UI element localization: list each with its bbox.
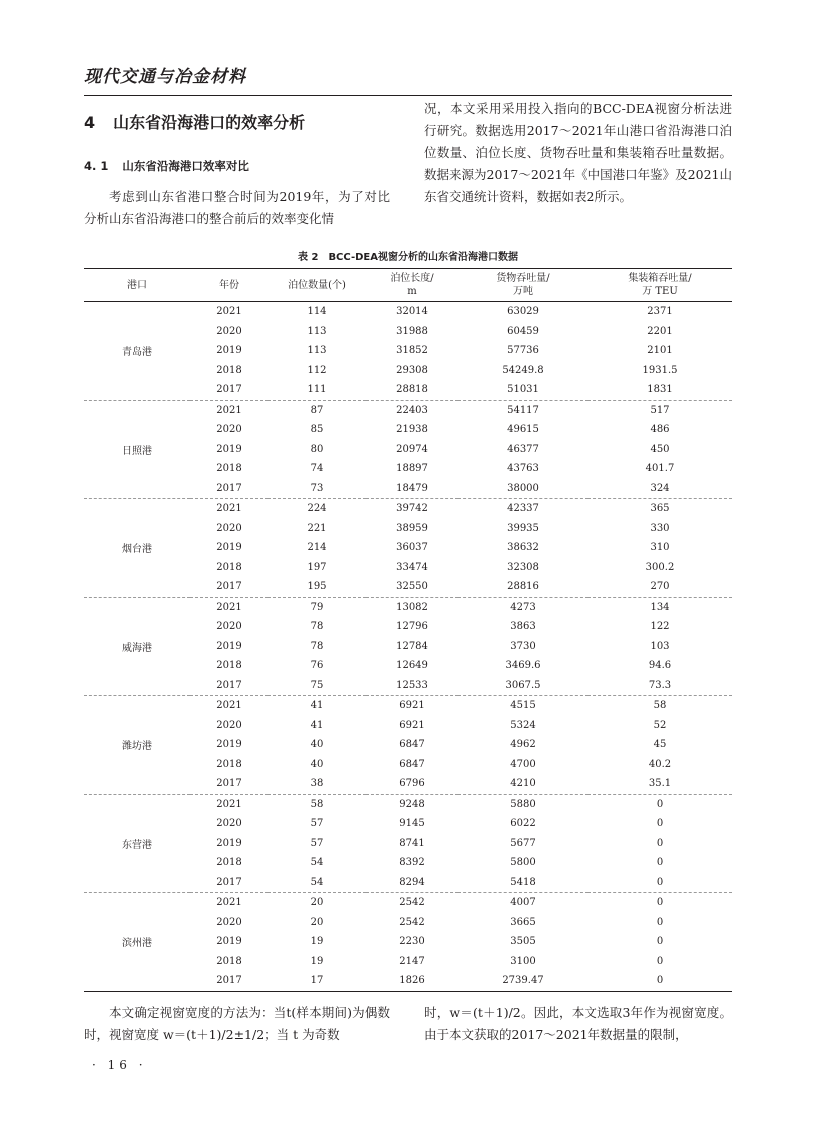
- port-name-cell: 日照港: [84, 400, 190, 499]
- cargo-cell: 60459: [507, 325, 539, 337]
- port-name-cell: 烟台港: [84, 499, 190, 598]
- container-cell: 0: [656, 955, 664, 967]
- berths-cell: 19: [310, 955, 324, 967]
- length-cell: 13082: [396, 601, 428, 613]
- length-cell: 28818: [366, 380, 458, 400]
- header-container: 集装箱吞吐量/ 万 TEU: [588, 269, 732, 302]
- year-cell: 2017: [190, 971, 268, 991]
- berths-cell: 19: [310, 936, 324, 948]
- year-cell: 2018: [216, 660, 242, 672]
- cargo-cell: 54117: [507, 404, 539, 416]
- length-cell: 12796: [396, 621, 428, 633]
- table-row: [84, 597, 732, 617]
- cargo-cell: 5880: [510, 798, 536, 810]
- table-header-row: [84, 269, 732, 302]
- container-cell: 40.2: [648, 758, 672, 770]
- year-cell: 2018: [216, 857, 242, 869]
- cargo-cell: 4210: [458, 774, 588, 794]
- berths-cell: 214: [307, 542, 327, 554]
- length-cell: 39742: [396, 503, 428, 515]
- port-name-cell: 威海港: [84, 597, 190, 696]
- year-cell: 2017: [190, 380, 268, 400]
- cargo-cell: 32308: [507, 561, 539, 573]
- berths-cell: 54: [268, 873, 366, 893]
- year-cell: 2017: [190, 577, 268, 597]
- berths-cell: 78: [310, 640, 324, 652]
- container-cell: 0: [656, 857, 664, 869]
- cargo-cell: 38000: [458, 479, 588, 499]
- length-cell: 12784: [396, 640, 428, 652]
- container-cell: 52: [653, 719, 667, 731]
- berths-cell: 112: [307, 364, 327, 376]
- container-cell: 94.6: [648, 660, 672, 672]
- container-cell: 58: [653, 700, 667, 712]
- berths-cell: 113: [307, 345, 327, 357]
- year-cell: 2021: [216, 404, 242, 416]
- year-cell: 2020: [216, 325, 242, 337]
- berths-cell: 224: [307, 503, 327, 515]
- year-cell: 2019: [216, 443, 242, 455]
- length-cell: 22403: [396, 404, 428, 416]
- length-cell: 38959: [396, 522, 428, 534]
- length-cell: 33474: [396, 561, 428, 573]
- paragraph-right-bottom: 时，w＝(t＋1)/2。因此，本文选取3年作为视窗宽度。由于本文获取的2017～2021年数据量的限制，: [424, 1005, 732, 1042]
- length-cell: 18897: [396, 463, 428, 475]
- container-cell: 401.7: [645, 463, 675, 475]
- container-cell: 134: [650, 601, 670, 613]
- berths-cell: 79: [310, 601, 324, 613]
- berths-cell: 57: [310, 818, 324, 830]
- year-cell: 2019: [216, 936, 242, 948]
- berths-cell: 221: [307, 522, 327, 534]
- cargo-cell: 46377: [507, 443, 539, 455]
- port-data-table: [84, 268, 732, 992]
- table-row: [84, 302, 732, 322]
- length-cell: 9248: [399, 798, 425, 810]
- cargo-cell: 4007: [510, 897, 536, 909]
- length-cell: 18479: [366, 479, 458, 499]
- berths-cell: 58: [310, 798, 324, 810]
- cargo-cell: 3100: [510, 955, 536, 967]
- container-cell: 2201: [647, 325, 673, 337]
- length-cell: 32550: [366, 577, 458, 597]
- length-cell: 6796: [366, 774, 458, 794]
- length-cell: 2230: [399, 936, 425, 948]
- year-cell: 2018: [216, 463, 242, 475]
- cargo-cell: 28816: [458, 577, 588, 597]
- port-name-cell: 东营港: [84, 794, 190, 893]
- length-cell: 2542: [399, 916, 425, 928]
- container-cell: 0: [656, 916, 664, 928]
- table-row: [84, 794, 732, 814]
- container-cell: 0: [656, 936, 664, 948]
- container-cell: 517: [650, 404, 670, 416]
- berths-cell: 111: [268, 380, 366, 400]
- table-row: [84, 696, 732, 716]
- page-number: · 16 ·: [92, 1058, 147, 1072]
- container-cell: 0: [588, 971, 732, 991]
- cargo-cell: 3730: [510, 640, 536, 652]
- year-cell: 2021: [216, 306, 242, 318]
- year-cell: 2018: [216, 364, 242, 376]
- berths-cell: 57: [310, 837, 324, 849]
- cargo-cell: 3863: [510, 621, 536, 633]
- table-row: [84, 499, 732, 519]
- berths-cell: 85: [310, 424, 324, 436]
- length-cell: 1826: [366, 971, 458, 991]
- paragraph-right-top: 况，本文采用采用投入指向的BCC-DEA视窗分析法进行研究。数据选用2017～2021年山港口省沿海港口泊位数量、泊位长度、货物吞吐量和集装箱吞吐量数据。数据来源为2017～2021年《中国港口年鉴》及2021山东省交通统计资料，数据如表2所示。: [424, 101, 732, 204]
- year-cell: 2021: [216, 503, 242, 515]
- length-cell: 8294: [366, 873, 458, 893]
- container-cell: 0: [656, 837, 664, 849]
- container-cell: 0: [656, 897, 664, 909]
- cargo-cell: 63029: [507, 306, 539, 318]
- berths-cell: 54: [310, 857, 324, 869]
- container-cell: 122: [650, 621, 670, 633]
- berths-cell: 40: [310, 758, 324, 770]
- cargo-cell: 54249.8: [502, 364, 544, 376]
- year-cell: 2019: [216, 640, 242, 652]
- year-cell: 2021: [216, 897, 242, 909]
- length-cell: 8741: [399, 837, 425, 849]
- container-cell: 330: [650, 522, 670, 534]
- length-cell: 2147: [399, 955, 425, 967]
- cargo-cell: 5324: [510, 719, 536, 731]
- cargo-cell: 51031: [458, 380, 588, 400]
- year-cell: 2019: [216, 542, 242, 554]
- left-column-bottom: [84, 1002, 390, 1046]
- year-cell: 2020: [216, 916, 242, 928]
- berths-cell: 17: [268, 971, 366, 991]
- cargo-cell: 49615: [507, 424, 539, 436]
- section-number: 4: [84, 113, 96, 132]
- subsection-number: 4. 1: [84, 159, 109, 173]
- header-rule: [84, 95, 732, 96]
- container-cell: 1931.5: [642, 364, 678, 376]
- container-cell: 365: [650, 503, 670, 515]
- container-cell: 270: [588, 577, 732, 597]
- table-row: [84, 400, 732, 420]
- berths-cell: 40: [310, 739, 324, 751]
- berths-cell: 75: [268, 676, 366, 696]
- berths-cell: 76: [310, 660, 324, 672]
- length-cell: 2542: [399, 897, 425, 909]
- cargo-cell: 6022: [510, 818, 536, 830]
- cargo-cell: 3067.5: [458, 676, 588, 696]
- table-caption: [0, 248, 816, 263]
- cargo-cell: 43763: [507, 463, 539, 475]
- header-port: 港口: [84, 269, 190, 302]
- berths-cell: 80: [310, 443, 324, 455]
- year-cell: 2020: [216, 621, 242, 633]
- container-cell: 2101: [647, 345, 673, 357]
- length-cell: 8392: [399, 857, 425, 869]
- right-column-bottom: [424, 1002, 732, 1046]
- container-cell: 1831: [588, 380, 732, 400]
- berths-cell: 195: [268, 577, 366, 597]
- port-name-cell: 滨州港: [84, 893, 190, 992]
- year-cell: 2017: [190, 676, 268, 696]
- year-cell: 2017: [190, 774, 268, 794]
- length-cell: 9145: [399, 818, 425, 830]
- berths-cell: 41: [310, 700, 324, 712]
- container-cell: 300.2: [645, 561, 675, 573]
- year-cell: 2021: [216, 798, 242, 810]
- berths-cell: 87: [310, 404, 324, 416]
- container-cell: 0: [656, 818, 664, 830]
- container-cell: 2371: [647, 306, 673, 318]
- year-cell: 2018: [216, 955, 242, 967]
- length-cell: 6921: [399, 700, 425, 712]
- berths-cell: 38: [268, 774, 366, 794]
- container-cell: 45: [653, 739, 667, 751]
- section-title: 山东省沿海港口的效率分析: [113, 113, 306, 132]
- cargo-cell: 2739.47: [458, 971, 588, 991]
- year-cell: 2020: [216, 719, 242, 731]
- cargo-cell: 4273: [510, 601, 536, 613]
- length-cell: 6847: [399, 739, 425, 751]
- subsection-title: 山东省沿海港口效率对比: [122, 159, 249, 173]
- year-cell: 2019: [216, 345, 242, 357]
- table-title: BCC-DEA视窗分析的山东省沿海港口数据: [328, 252, 518, 263]
- year-cell: 2020: [216, 522, 242, 534]
- length-cell: 36037: [396, 542, 428, 554]
- year-cell: 2018: [216, 561, 242, 573]
- subsection-heading: [84, 158, 249, 174]
- year-cell: 2019: [216, 739, 242, 751]
- container-cell: 450: [650, 443, 670, 455]
- length-cell: 31988: [396, 325, 428, 337]
- cargo-cell: 5800: [510, 857, 536, 869]
- container-cell: 35.1: [588, 774, 732, 794]
- berths-cell: 41: [310, 719, 324, 731]
- cargo-cell: 38632: [507, 542, 539, 554]
- container-cell: 310: [650, 542, 670, 554]
- left-column-top: [84, 186, 390, 230]
- length-cell: 6921: [399, 719, 425, 731]
- paragraph-left-bottom: 本文确定视窗宽度的方法为：当t(样本期间)为偶数时，视窗宽度 w＝(t＋1)/2±1/2；当 t 为奇数: [84, 1005, 390, 1042]
- berths-cell: 113: [307, 325, 327, 337]
- cargo-cell: 3469.6: [505, 660, 541, 672]
- cargo-cell: 57736: [507, 345, 539, 357]
- length-cell: 21938: [396, 424, 428, 436]
- table-row: [84, 893, 732, 913]
- year-cell: 2021: [216, 700, 242, 712]
- berths-cell: 78: [310, 621, 324, 633]
- container-cell: 324: [588, 479, 732, 499]
- cargo-cell: 4962: [510, 739, 536, 751]
- table-body: [84, 302, 732, 992]
- cargo-cell: 42337: [507, 503, 539, 515]
- berths-cell: 74: [310, 463, 324, 475]
- year-cell: 2020: [216, 424, 242, 436]
- cargo-cell: 4700: [510, 758, 536, 770]
- right-column-top: [424, 98, 732, 208]
- header-length: 泊位长度/ m: [366, 269, 458, 302]
- port-name-cell: 青岛港: [84, 302, 190, 401]
- length-cell: 32014: [396, 306, 428, 318]
- section-heading: [84, 110, 305, 133]
- berths-cell: 197: [307, 561, 327, 573]
- header-berths: 泊位数量(个): [268, 269, 366, 302]
- cargo-cell: 4515: [510, 700, 536, 712]
- cargo-cell: 3665: [510, 916, 536, 928]
- year-cell: 2018: [216, 758, 242, 770]
- journal-name: 现代交通与冶金材料: [84, 67, 246, 87]
- header-year: 年份: [190, 269, 268, 302]
- length-cell: 29308: [396, 364, 428, 376]
- berths-cell: 20: [310, 916, 324, 928]
- year-cell: 2020: [216, 818, 242, 830]
- cargo-cell: 39935: [507, 522, 539, 534]
- berths-cell: 73: [268, 479, 366, 499]
- year-cell: 2017: [190, 479, 268, 499]
- container-cell: 103: [650, 640, 670, 652]
- container-cell: 0: [656, 798, 664, 810]
- length-cell: 12649: [396, 660, 428, 672]
- length-cell: 20974: [396, 443, 428, 455]
- length-cell: 6847: [399, 758, 425, 770]
- cargo-cell: 5418: [458, 873, 588, 893]
- header-cargo: 货物吞吐量/ 万吨: [458, 269, 588, 302]
- container-cell: 486: [650, 424, 670, 436]
- berths-cell: 20: [310, 897, 324, 909]
- container-cell: 73.3: [588, 676, 732, 696]
- year-cell: 2017: [190, 873, 268, 893]
- berths-cell: 114: [307, 306, 327, 318]
- year-cell: 2019: [216, 837, 242, 849]
- port-name-cell: 潍坊港: [84, 696, 190, 795]
- length-cell: 31852: [396, 345, 428, 357]
- length-cell: 12533: [366, 676, 458, 696]
- year-cell: 2021: [216, 601, 242, 613]
- paragraph-left-top: 考虑到山东省港口整合时间为2019年，为了对比分析山东省沿海港口的整合前后的效率变化情: [84, 189, 390, 226]
- container-cell: 0: [588, 873, 732, 893]
- cargo-cell: 3505: [510, 936, 536, 948]
- cargo-cell: 5677: [510, 837, 536, 849]
- table-label: 表 2: [297, 252, 319, 263]
